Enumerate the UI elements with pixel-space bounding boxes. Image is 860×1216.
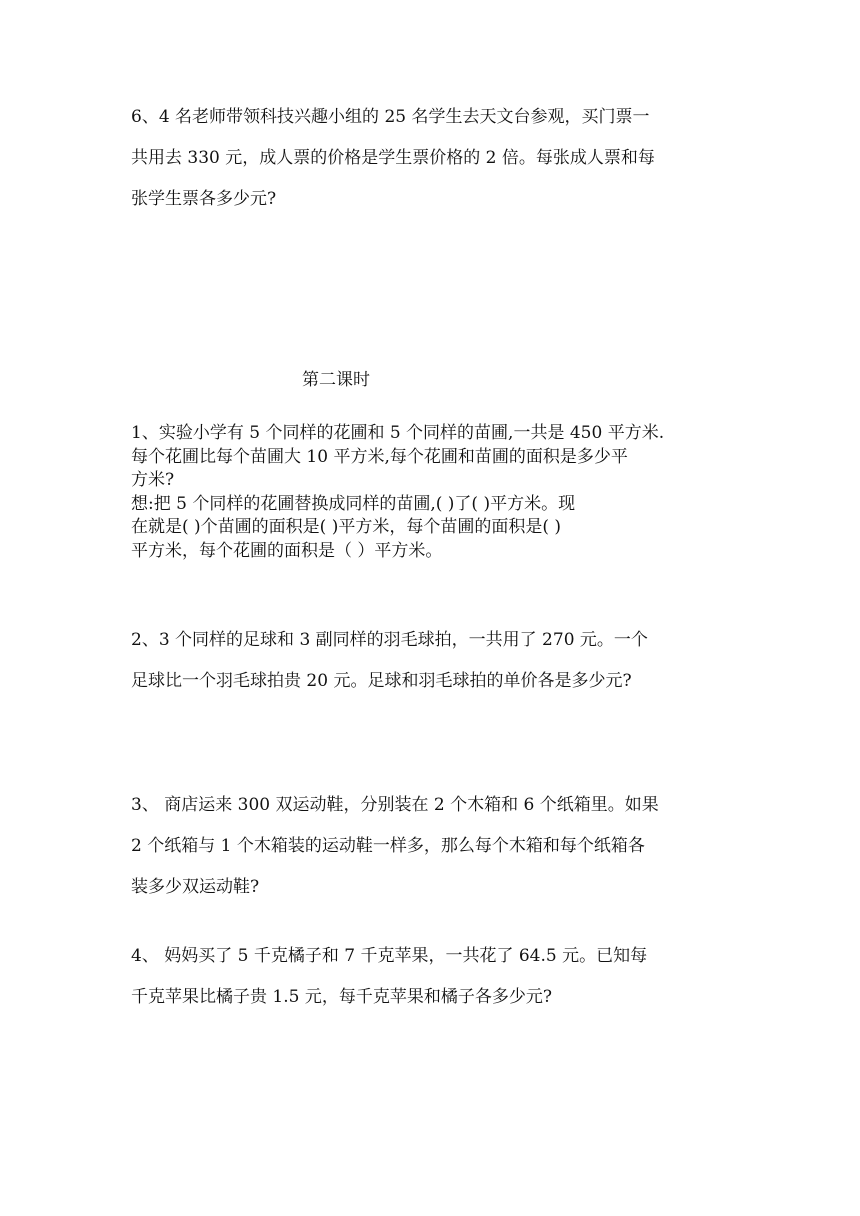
question-1 [131,422,733,563]
question-2-line: 足球比一个羽毛球拍贵 20 元。足球和羽毛球拍的单价各是多少元? [131,671,632,691]
question-6 [131,97,733,220]
question-1-hint-line: 平方米，每个花圃的面积是（ ）平方米。 [131,540,443,561]
section-heading: 第二课时 [302,370,370,390]
question-4 [131,936,733,1018]
question-3-line: 装多少双运动鞋? [131,877,260,897]
question-6-line: 共用去 330 元，成人票的价格是学生票价格的 2 倍。每张成人票和每 [131,148,655,168]
question-2-line: 2、3 个同样的足球和 3 副同样的羽毛球拍，一共用了 270 元。一个 [131,630,648,650]
question-4-line: 4、 妈妈买了 5 千克橘子和 7 千克苹果，一共花了 64.5 元。已知每 [131,946,648,966]
question-4-line: 千克苹果比橘子贵 1.5 元，每千克苹果和橘子各多少元? [131,987,552,1007]
question-3-line: 2 个纸箱与 1 个木箱装的运动鞋一样多，那么每个木箱和每个纸箱各 [131,836,645,856]
question-3-line: 3、 商店运来 300 双运动鞋，分别装在 2 个木箱和 6 个纸箱里。如果 [131,795,659,815]
question-1-line: 1、实验小学有 5 个同样的花圃和 5 个同样的苗圃,一共是 450 平方米. [131,423,665,443]
question-3 [131,785,733,908]
question-1-line: 每个花圃比每个苗圃大 10 平方米,每个花圃和苗圃的面积是多少平 [131,446,628,467]
question-1-hint-line: 在就是( )个苗圃的面积是( )平方米，每个苗圃的面积是( ) [131,517,562,537]
question-1-line: 方米? [131,470,175,490]
question-2 [131,620,733,702]
question-6-line: 张学生票各多少元? [131,189,277,209]
question-6-line: 6、4 名老师带领科技兴趣小组的 25 名学生去天文台参观，买门票一 [131,107,650,127]
question-1-hint-line: 想:把 5 个同样的花圃替换成同样的苗圃,( )了( )平方米。现 [131,493,576,514]
